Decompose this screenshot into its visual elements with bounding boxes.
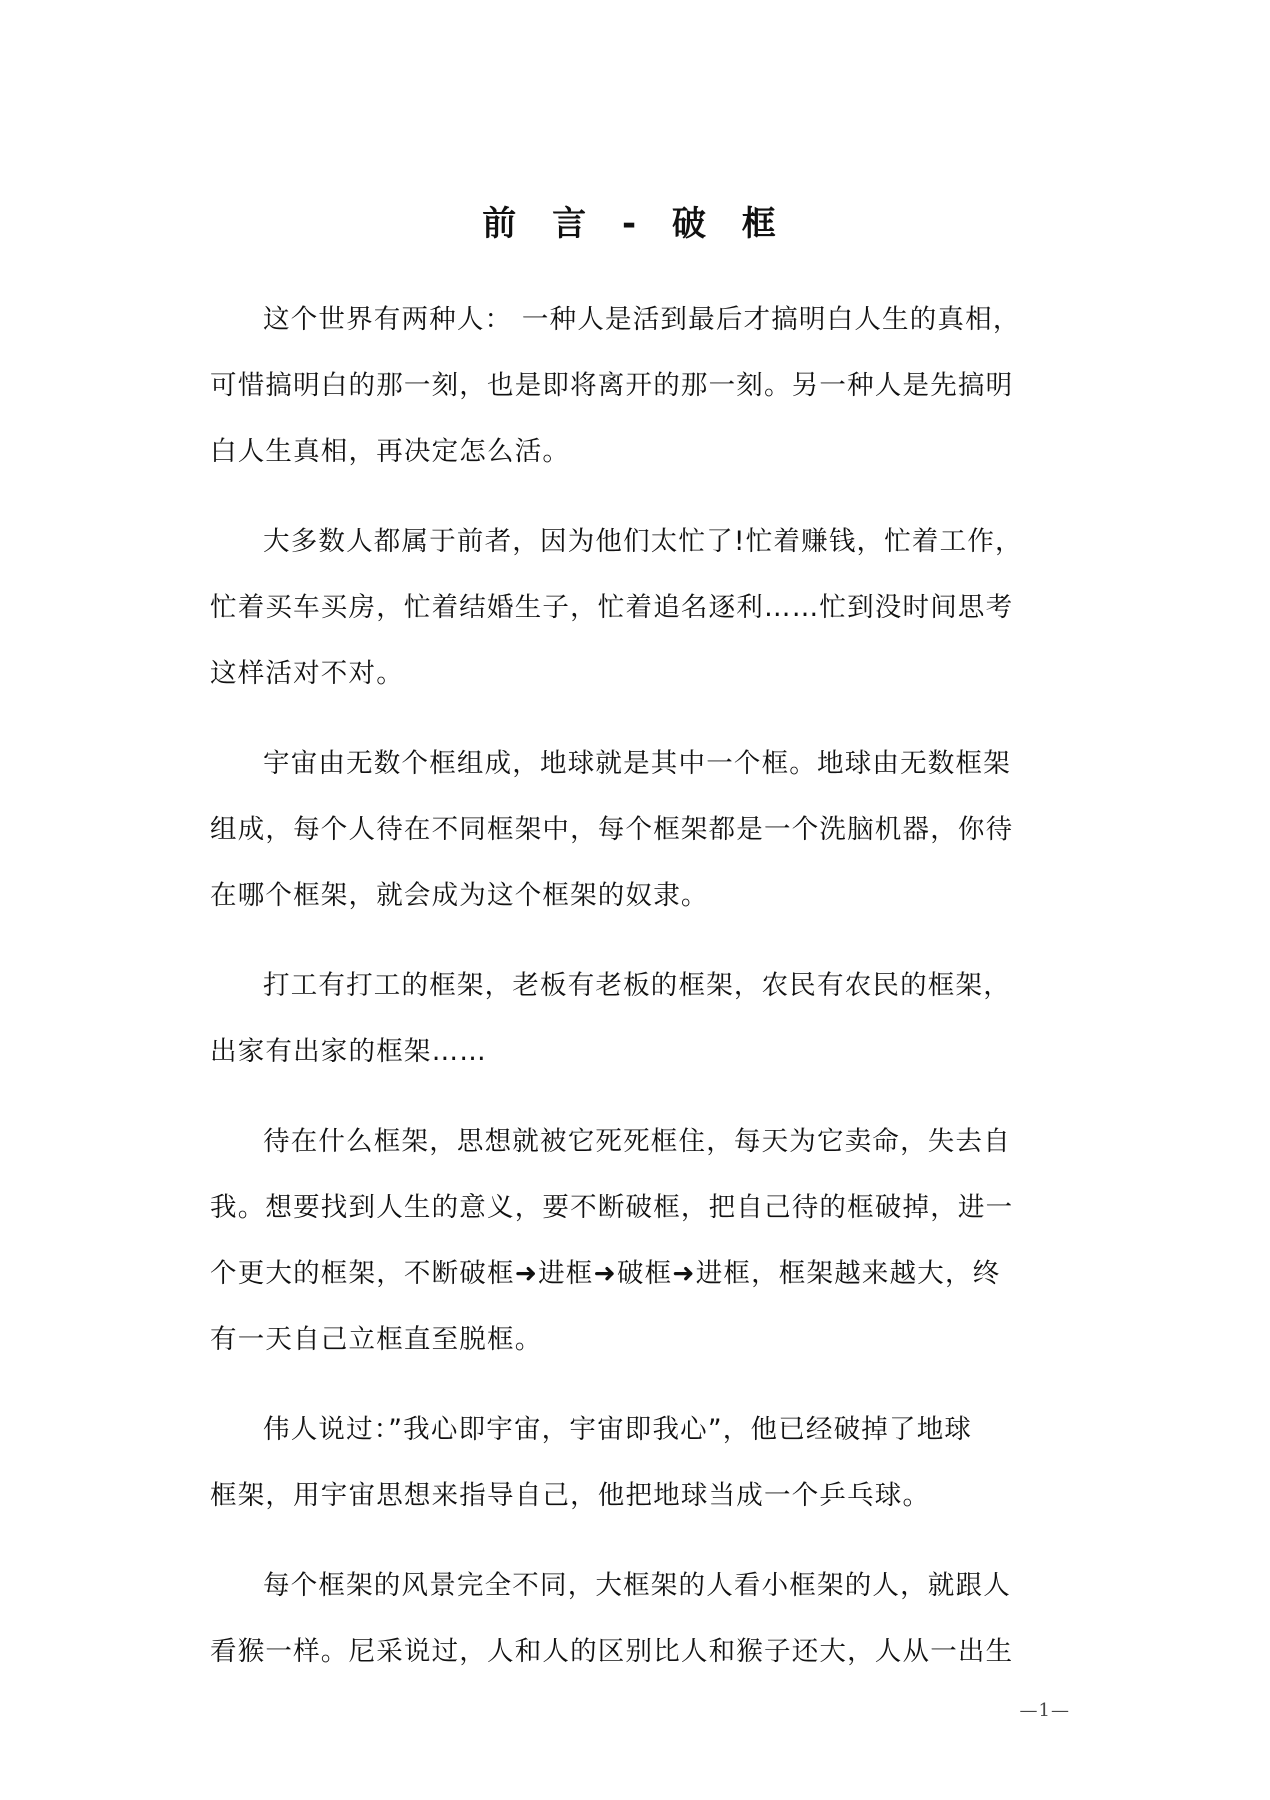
paragraph-2: 大多数人都属于前者，因为他们太忙了!忙着赚钱，忙着工作， 忙着买车买房，忙着结婚生子，忙着追名逐利……忙到没时间思考 这样活对不对。 — [210, 526, 1023, 689]
paragraph-6: 伟人说过：”我心即宇宙，宇宙即我心”，他已经破掉了地球 框架，用宇宙思想来指导自己，他把地球当成一个乒乓球。 — [210, 1414, 973, 1511]
paragraph-1: 这个世界有两种人： 一种人是活到最后才搞明白人生的真相， 可惜搞明白的那一刻，也是即将离开的那一刻。另一种人是先搞明 白人生真相，再决定怎么活。 — [210, 304, 1021, 467]
paragraph-7: 每个框架的风景完全不同，大框架的人看小框架的人，就跟人 看猴一样。尼采说过，人和人的区别比人和猴子还大，人从一出生 — [210, 1570, 1014, 1667]
page-title: 前 言 - 破 框 — [482, 204, 788, 244]
paragraph-5: 待在什么框架，思想就被它死死框住，每天为它卖命，失去自 我。想要找到人生的意义，要不断破框，把自己待的框破掉，进一 个更大的框架，不断破框➜进框➜破框➜进框，框架越来越大，终 有一天自己立框直至脱框。 — [210, 1126, 1014, 1355]
page-number: —1— — [1019, 1700, 1070, 1721]
body-text — [210, 287, 1070, 1709]
paragraph-3: 宇宙由无数个框组成，地球就是其中一个框。地球由无数框架 组成，每个人待在不同框架中，每个框架都是一个洗脑机器，你待 在哪个框架，就会成为这个框架的奴隶。 — [210, 748, 1014, 911]
paragraph-4: 打工有打工的框架，老板有老板的框架，农民有农民的框架， 出家有出家的框架…… — [210, 970, 1011, 1067]
